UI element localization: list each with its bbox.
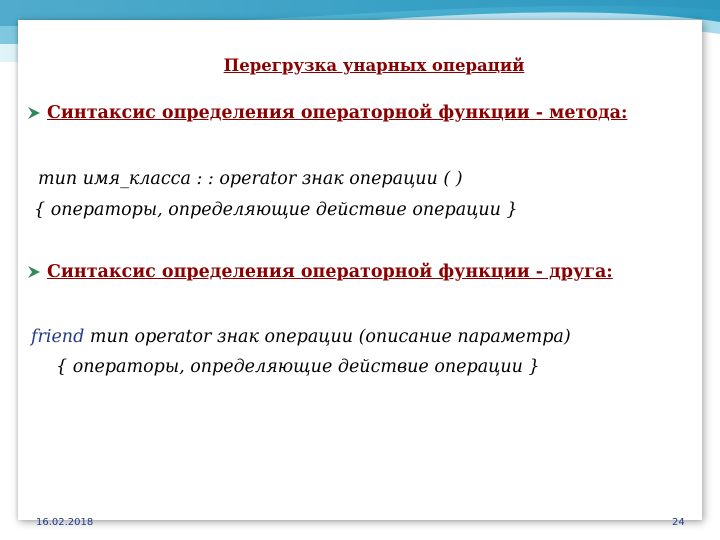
slide-title: Перегрузка унарных операций: [223, 56, 525, 75]
friend-body-line: { операторы, определяющие действие операции }: [56, 357, 540, 377]
arrow-bullet-icon: [27, 265, 41, 279]
method-body-line: { операторы, определяющие действие операции }: [34, 200, 518, 220]
bullet-method-heading-text: Синтаксис определения операторной функции - метода:: [47, 103, 628, 123]
bullet-friend-heading: [27, 262, 613, 282]
friend-signature-line: [31, 327, 571, 347]
method-signature-line: тип имя_класса : : operator знак операции ( ): [38, 169, 463, 189]
footer-page-number: 24: [672, 517, 685, 528]
bullet-method-heading: [27, 103, 627, 123]
arrow-bullet-icon: [27, 106, 41, 120]
footer-date: 16.02.2018: [36, 517, 94, 528]
friend-keyword: friend: [31, 327, 85, 347]
bullet-friend-heading-text: Синтаксис определения операторной функции - друга:: [47, 262, 613, 282]
friend-signature-rest: тип operator знак операции (описание параметра): [84, 327, 571, 347]
